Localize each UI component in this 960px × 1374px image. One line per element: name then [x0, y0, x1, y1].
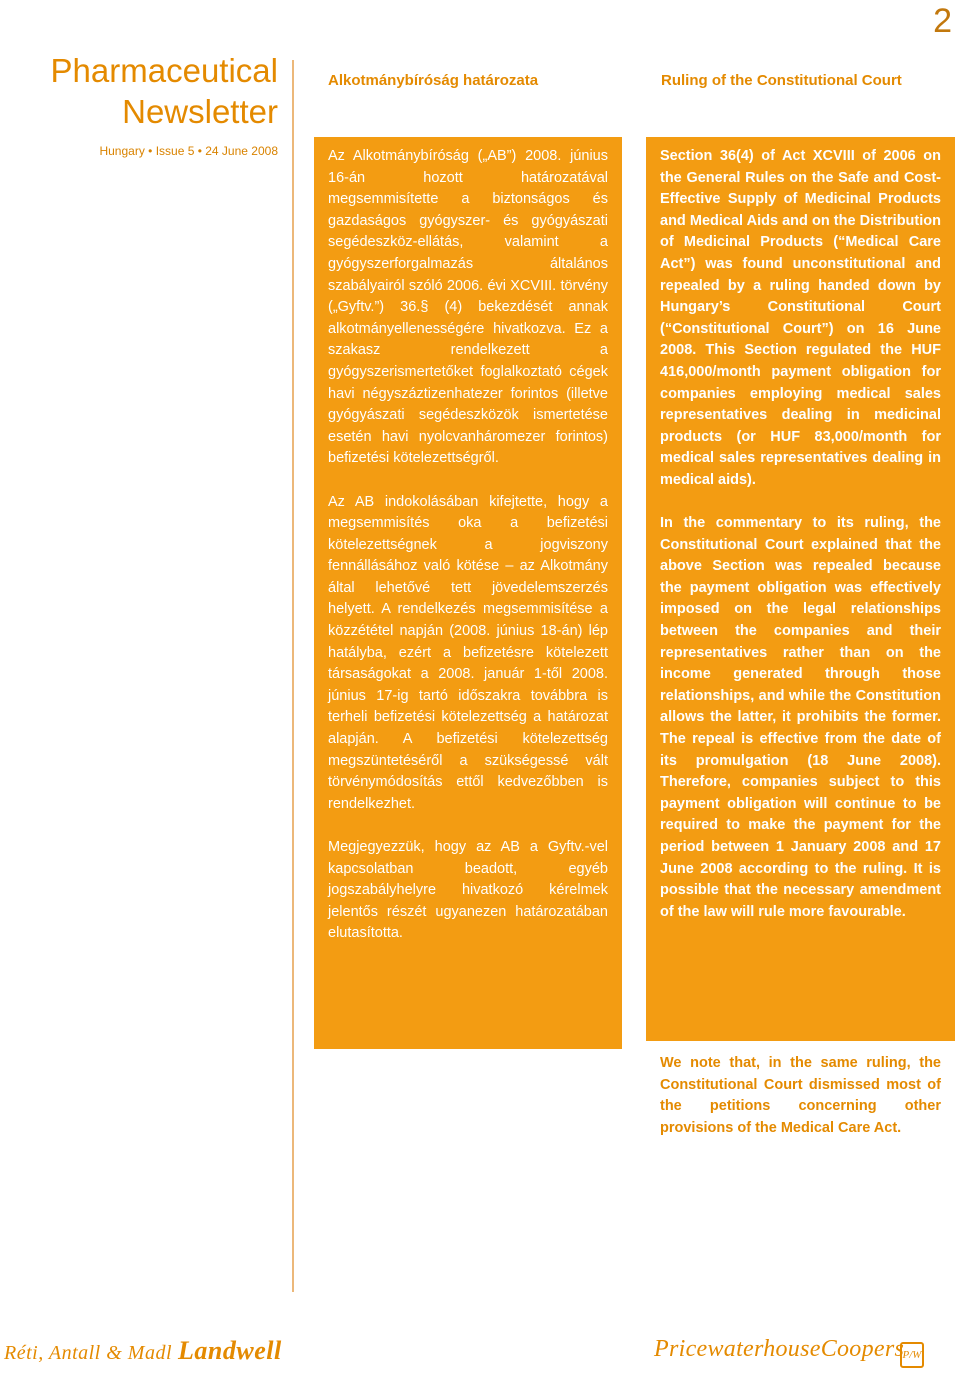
logo-part-firm: Réti, Antall & Madl [4, 1342, 173, 1364]
issue-info: Hungary • Issue 5 • 24 June 2008 [99, 144, 278, 158]
hu-article-box [314, 137, 622, 1049]
pwc-logo: PricewaterhouseCoopers [654, 1336, 905, 1362]
hu-paragraph: Az AB indokolásában kifejtette, hogy a megsemmisítés oka a befizetési kötelezettségnek a jogviszony fennállásához való kötése – az Alkotmány által lehetővé tett jövedelemszerzés helyett. A rendelkezés megsemmisítése a közzététel napján (2008. június 18-án) lép hatályba, ezért a befizetésre kötelezett társaságokat a 2008. január 1-től 2008. június 17-ig tartó időszakra továbbra is terheli befizetési kötelezettség a határozat alapján. A befizetési kötelezettség megszüntetéséről a szükségessé vált törvénymódosítás ettől kedvezőbben is rendelkezhet. [328, 493, 608, 812]
reti-antall-madl-landwell-logo [4, 1336, 282, 1366]
en-paragraph: Section 36(4) of Act XCVIII of 2006 on the General Rules on the Safe and Cost-Effective Supply of Medicinal Products and Medical Aids and on the Distribution of Medicinal Products (“Medical Care Act”) was found unconstitutional and repealed by a ruling handed down by Hungary’s Constitutional Court (“Constitutional Court”) on 16 June 2008. This Section regulated the HUF 416,000/month payment obligation for companies employing medical sales representatives dealing in medicinal products (or HUF 83,000/month for medical sales representatives dealing in medical aids). [660, 148, 941, 488]
en-paragraph: In the commentary to its ruling, the Constitutional Court explained that the above Section was repealed because the payment obligation was effectively imposed on the legal relationships between the companies and their representatives rather than on the income generated through those relationships, and while the Constitution allows the latter, it prohibits the former. The repeal is effective from the date of its promulgation (18 June 2008). Therefore, companies subject to this payment obligation will continue to be required to make the payment for the period between 1 January 2008 and 17 June 2008 according to the ruling. It is possible that the necessary amendment of the law will rule more favourable. [660, 515, 941, 920]
page-number: 2 [933, 2, 952, 40]
hu-column-heading: Alkotmánybíróság határozata [328, 72, 539, 89]
hu-paragraph: Megjegyezzük, hogy az AB a Gyftv.-vel kapcsolatban beadott, egyéb jogszabályhelyre hivatkozó kérelmek jelentős részét ugyanezen határozatában elutasította. [328, 839, 608, 942]
en-note-paragraph: We note that, in the same ruling, the Constitutional Court dismissed most of the petitions concerning other provisions of the Medical Care Act. [660, 1055, 941, 1136]
logo-part-landwell: Landwell [178, 1336, 282, 1365]
newsletter-title [0, 50, 278, 132]
pwc-mark-icon: P/W [900, 1342, 924, 1368]
en-column-heading: Ruling of the Constitutional Court [661, 72, 902, 89]
vertical-divider [292, 60, 294, 1292]
title-line-1: Pharmaceutical [50, 52, 278, 89]
title-line-2: Newsletter [122, 93, 278, 130]
hu-paragraph: Az Alkotmánybíróság („AB”) 2008. június 16-án hozott határozatával megsemmisítette a biztonságos és gazdaságos gyógyszer- és gyógyászati segédeszköz-ellátás, valamint a gyógyszerforgalmazás általános szabályairól szóló 2006. évi XCVIII. törvény („Gyftv.”) 36.§ (4) bekezdését annak alkotmányellenességére hivatkozva. Ez a szakasz rendelkezett a gyógyszerismertetőket foglalkoztató cégek havi négyszáztizenhatezer forintos (illetve gyógyászati segédeszközök ismertetése esetén havi nyolcvanháromezer forintos) befizetési kötelezettségről. [328, 148, 608, 467]
en-article-box [646, 137, 955, 1041]
